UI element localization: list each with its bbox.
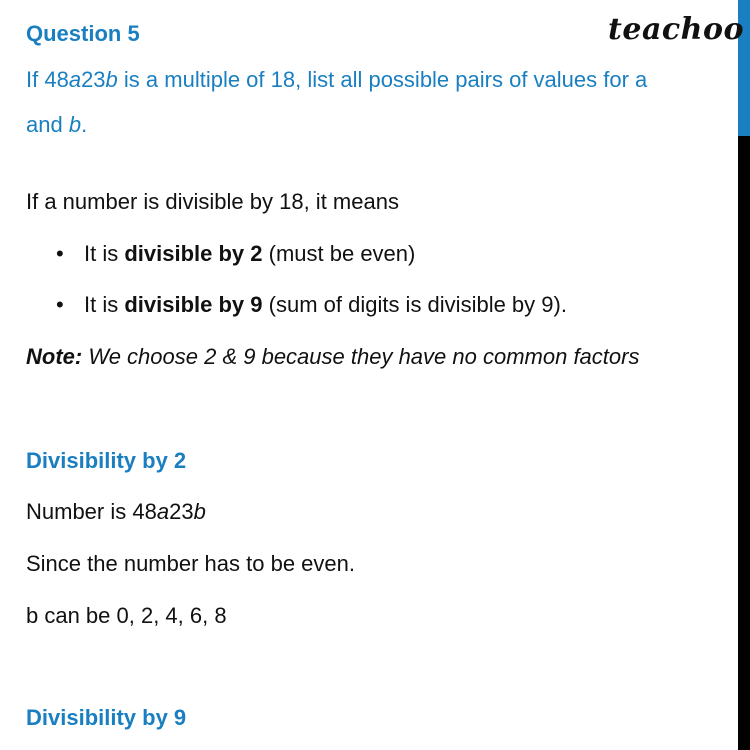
question-text-part: and [26,112,69,137]
note-text: We choose 2 & 9 because they have no common factors [82,344,640,369]
number-text: Number is 48 [26,499,157,524]
question-text-part: is a multiple of 18, list all possible pairs of values for a [117,67,648,92]
bullet-dot: • [56,292,64,317]
section-title-divisibility-9: Divisibility by 9 [26,705,187,730]
note-label: Note: [26,344,83,369]
bullet-text: It is [84,241,125,266]
question-text-line2 [26,111,87,139]
bullet-text: (must be even) [262,241,416,266]
bullet-text: (sum of digits is divisible by 9). [262,292,567,317]
question-text-part: . [81,112,88,137]
question-text-part: If 48 [26,67,69,92]
variable-b: b [193,499,206,524]
bullet-text: It is [84,292,125,317]
variable-b: b [68,112,82,137]
question-text-line1 [26,66,647,94]
bullet-item-divisible-by-9 [84,291,567,319]
number-line [26,498,206,526]
intro-text: If a number is divisible by 18, it means [26,189,399,214]
number-text: 23 [169,499,194,524]
bullet-bold-text: divisible by 9 [124,292,263,317]
question-title: Question 5 [26,21,140,46]
variable-a: a [156,499,170,524]
teachoo-logo: teachoo [608,12,744,47]
bullet-bold-text: divisible by 2 [124,241,263,266]
question-text-part: 23 [81,67,106,92]
even-condition-text: Since the number has to be even. [26,551,355,576]
bullet-item-divisible-by-2 [84,240,415,268]
bullet-dot: • [56,241,64,266]
section-title-divisibility-2: Divisibility by 2 [26,448,187,473]
b-values-text: b can be 0, 2, 4, 6, 8 [26,603,227,628]
variable-a: a [68,67,82,92]
variable-b: b [105,67,118,92]
note [26,343,639,371]
